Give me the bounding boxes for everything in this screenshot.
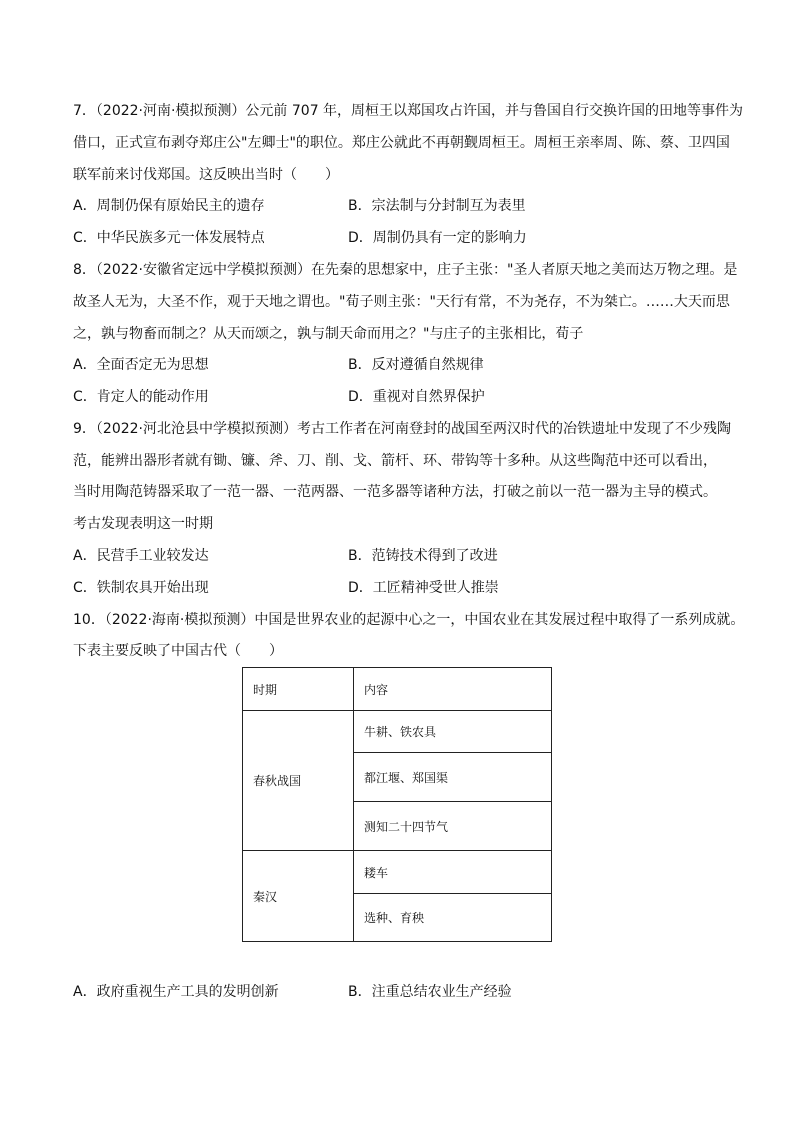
question-8-option-b: B．反对遵循自然规律	[348, 357, 484, 373]
table-cell-content: 测知二十四节气	[354, 802, 552, 851]
question-7-option-d: D．周制仍具有一定的影响力	[348, 230, 527, 246]
question-7-option-a: A．周制仍保有原始民主的遗存	[73, 198, 265, 214]
table-cell-period: 秦汉	[243, 851, 354, 942]
question-8-stem-line-1: 8．（2022·安徽省定远中学模拟预测）在先秦的思想家中，庄子主张："圣人者原天地之美而达万物之理。是	[73, 262, 738, 278]
question-7-stem-line-2: 借口，正式宣布剥夺郑庄公"左卿士"的职位。郑庄公就此不再朝觐周桓王。周桓王亲率周、陈、蔡、卫四国	[73, 135, 730, 151]
question-7-option-b: B．宗法制与分封制互为表里	[348, 198, 526, 214]
table-cell-content: 牛耕、铁农具	[354, 711, 552, 753]
question-8-option-a: A．全面否定无为思想	[73, 357, 209, 373]
question-10-stem-line-1: 10．（2022·海南·模拟预测）中国是世界农业的起源中心之一，中国农业在其发展过程中取得了一系列成就。	[73, 612, 745, 628]
question-7-option-c: C．中华民族多元一体发展特点	[73, 230, 265, 246]
table-cell-content: 选种、育秧	[354, 894, 552, 942]
question-7-stem-line-1: 7．（2022·河南·模拟预测）公元前 707 年，周桓王以郑国攻占许国，并与鲁国自行交换许国的田地等事件为	[73, 103, 744, 119]
question-9-option-c: C．铁制农具开始出现	[73, 580, 209, 596]
table-cell-content: 都江堰、郑国渠	[354, 753, 552, 802]
table-row	[243, 851, 552, 894]
question-9-stem-line-3: 当时用陶范铸器采取了一范一器、一范两器、一范多器等诸种方法，打破之前以一范一器为主导的模式。	[73, 484, 717, 500]
question-7-stem-line-3: 联军前来讨伐郑国。这反映出当时（ ）	[73, 167, 339, 183]
question-9-stem-line-4: 考古发现表明这一时期	[73, 516, 213, 532]
question-8-stem-line-3: 之，孰与物畜而制之？从天而颂之，孰与制天命而用之？"与庄子的主张相比，荀子	[73, 326, 584, 342]
question-9-option-d: D．工匠精神受世人推崇	[348, 580, 499, 596]
question-9-option-b: B．范铸技术得到了改进	[348, 548, 498, 564]
table-header-content: 内容	[354, 668, 552, 711]
question-9-stem-line-1: 9．（2022·河北沧县中学模拟预测）考古工作者在河南登封的战国至两汉时代的冶铁遗址中发现了不少残陶	[73, 421, 731, 437]
question-10-table	[242, 667, 552, 942]
question-9-option-a: A．民营手工业较发达	[73, 548, 209, 564]
question-10-option-a: A．政府重视生产工具的发明创新	[73, 984, 279, 1000]
table-row	[243, 711, 552, 753]
question-10-stem-line-2: 下表主要反映了中国古代（ ）	[73, 643, 283, 659]
question-8-option-c: C．肯定人的能动作用	[73, 389, 209, 405]
table-cell-period: 春秋战国	[243, 711, 354, 851]
question-9-stem-line-2: 范，能辨出器形者就有锄、镰、斧、刀、削、戈、箭杆、环、带钩等十多种。从这些陶范中还可以看出，	[73, 453, 717, 469]
question-8-stem-line-2: 故圣人无为，大圣不作，观于天地之谓也。"荀子则主张："天行有常，不为尧存，不为桀亡。……大天而思	[73, 294, 730, 310]
question-8-option-d: D．重视对自然界保护	[348, 389, 485, 405]
question-10-option-b: B．注重总结农业生产经验	[348, 984, 512, 1000]
table-header-period: 时期	[243, 668, 354, 711]
table-cell-content: 耧车	[354, 851, 552, 894]
table-header-row	[243, 668, 552, 711]
